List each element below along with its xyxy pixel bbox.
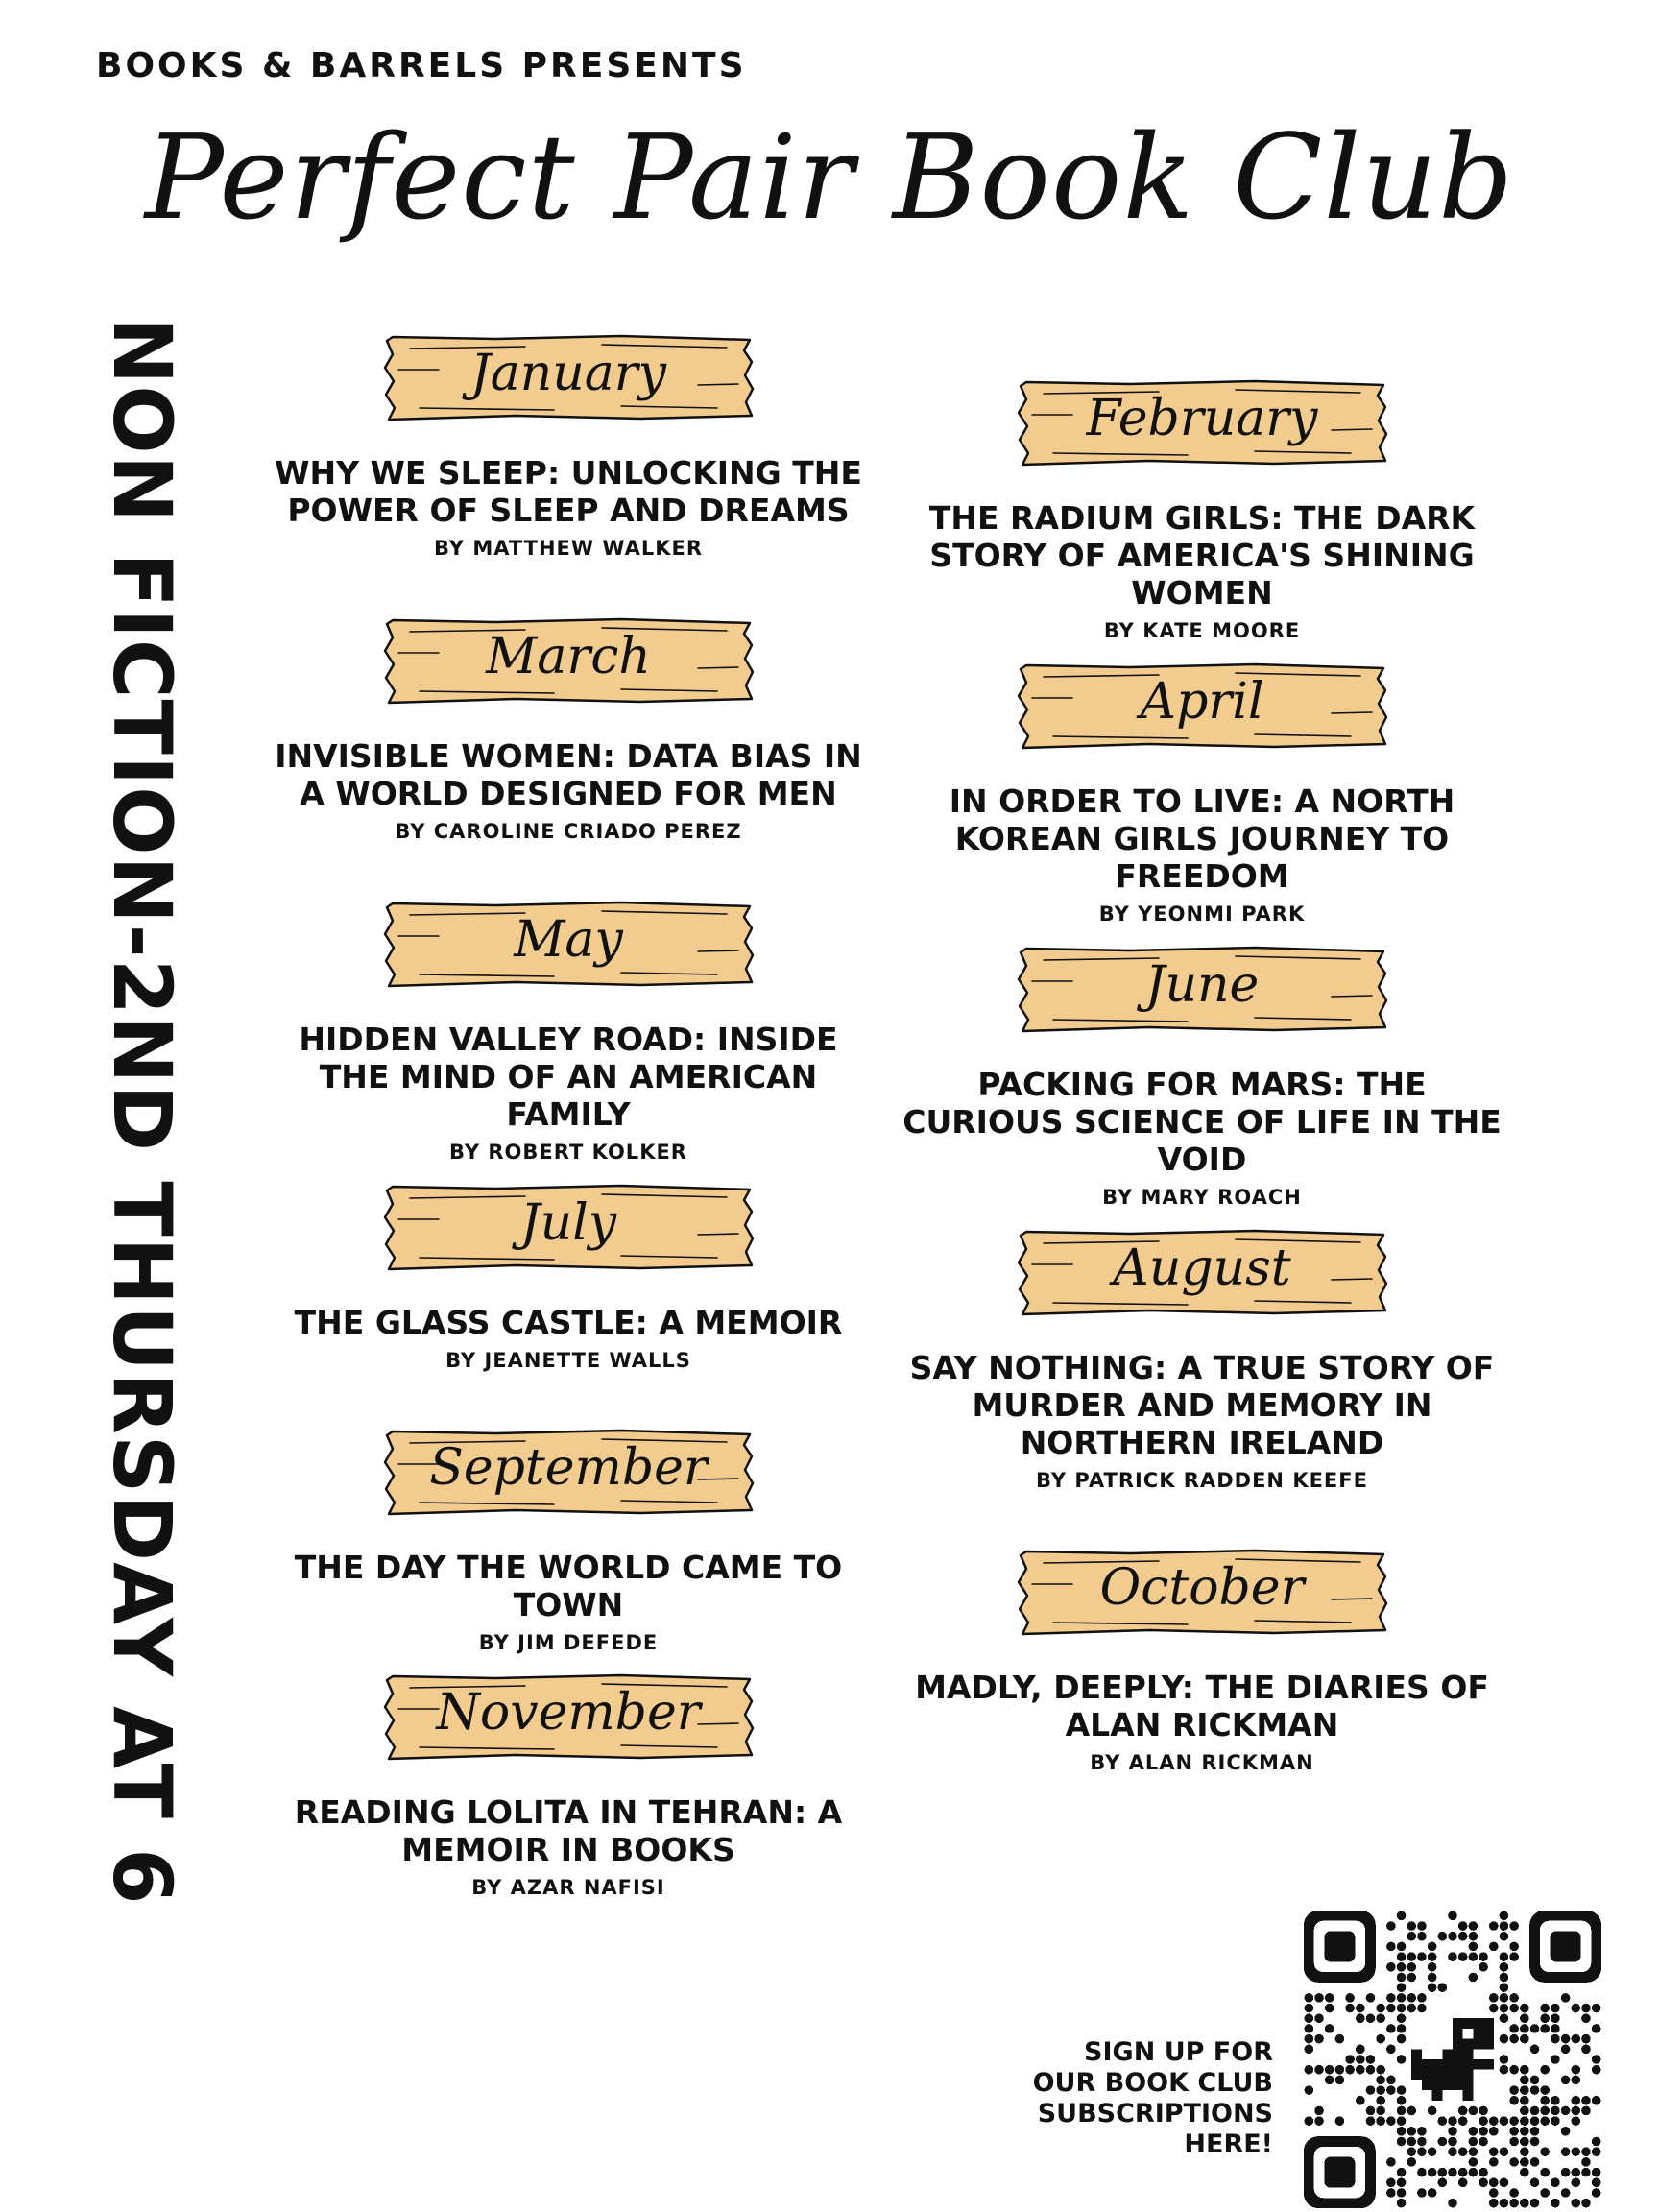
entry-july (261, 1181, 876, 1374)
month-label: May (514, 911, 623, 969)
month-label: November (436, 1684, 701, 1742)
book-title: INVISIBLE WOMEN: DATA BIAS IN A WORLD DESIGNED FOR MEN (275, 737, 862, 812)
month-tape (1015, 660, 1389, 752)
entry-may (261, 898, 876, 1166)
entry-october (895, 1546, 1509, 1776)
month-label: April (1140, 673, 1264, 731)
entry-september (261, 1426, 876, 1656)
book-author: BY MARY ROACH (1102, 1186, 1302, 1209)
presenter-line: BOOKS & BARRELS PRESENTS (96, 46, 747, 85)
book-title: MADLY, DEEPLY: THE DIARIES OF ALAN RICKMAN (915, 1669, 1489, 1743)
month-label: June (1144, 956, 1260, 1014)
book-author: BY KATE MOORE (1103, 619, 1301, 642)
month-tape (381, 331, 756, 423)
entry-february (895, 376, 1509, 644)
qr-code[interactable] (1304, 1911, 1601, 2208)
book-title: SAY NOTHING: A TRUE STORY OF MURDER AND MEMORY IN NORTHERN IRELAND (909, 1349, 1495, 1461)
month-tape (381, 1671, 756, 1763)
entry-april (895, 660, 1509, 927)
entry-june (895, 943, 1509, 1211)
book-author: BY PATRICK RADDEN KEEFE (1036, 1469, 1368, 1492)
book-title: WHY WE SLEEP: UNLOCKING THE POWER OF SLEEP AND DREAMS (275, 454, 862, 529)
month-label: July (519, 1194, 617, 1252)
entry-january (261, 331, 876, 562)
side-banner-text: NON FICTION-2ND THURSDAY AT 6 (95, 317, 189, 1906)
month-tape (1015, 1546, 1389, 1638)
book-title: READING LOLITA IN TEHRAN: A MEMOIR IN BOOKS (294, 1793, 843, 1868)
entry-august (895, 1226, 1509, 1494)
month-tape (1015, 376, 1389, 469)
entry-november (261, 1671, 876, 1901)
month-tape (381, 1181, 756, 1273)
book-author: BY AZAR NAFISI (471, 1876, 665, 1899)
book-author: BY JIM DEFEDE (478, 1631, 659, 1654)
month-label: January (469, 345, 667, 402)
book-author: BY ROBERT KOLKER (449, 1141, 687, 1164)
book-title: PACKING FOR MARS: THE CURIOUS SCIENCE OF LIFE IN THE VOID (902, 1066, 1502, 1178)
page-title: Perfect Pair Book Club (144, 109, 1515, 246)
month-label: September (429, 1439, 708, 1497)
side-banner (94, 317, 190, 2074)
month-tape (381, 898, 756, 990)
month-tape (1015, 943, 1389, 1035)
signup-text: SIGN UP FOR OUR BOOK CLUB SUBSCRIPTIONS HERE! (1032, 2037, 1273, 2159)
month-tape (381, 1426, 756, 1518)
month-label: August (1113, 1239, 1291, 1297)
book-title: THE DAY THE WORLD CAME TO TOWN (294, 1549, 843, 1623)
month-tape (381, 614, 756, 707)
book-author: BY MATTHEW WALKER (433, 537, 704, 560)
month-label: October (1099, 1559, 1305, 1617)
book-title: HIDDEN VALLEY ROAD: INSIDE THE MIND OF AN AMERICAN FAMILY (299, 1021, 838, 1133)
month-label: February (1086, 390, 1318, 447)
book-author: BY JEANETTE WALLS (445, 1349, 691, 1372)
book-title: THE RADIUM GIRLS: THE DARK STORY OF AMERICA'S SHINING WOMEN (928, 499, 1476, 612)
book-title: THE GLASS CASTLE: A MEMOIR (294, 1304, 843, 1341)
book-author: BY YEONMI PARK (1098, 902, 1306, 926)
book-title: IN ORDER TO LIVE: A NORTH KOREAN GIRLS JOURNEY TO FREEDOM (949, 782, 1455, 895)
book-author: BY ALAN RICKMAN (1090, 1751, 1314, 1774)
month-tape (1015, 1226, 1389, 1318)
entry-march (261, 614, 876, 845)
dinosaur-icon (1411, 2018, 1494, 2101)
book-author: BY CAROLINE CRIADO PEREZ (395, 820, 742, 843)
month-label: March (486, 628, 651, 685)
